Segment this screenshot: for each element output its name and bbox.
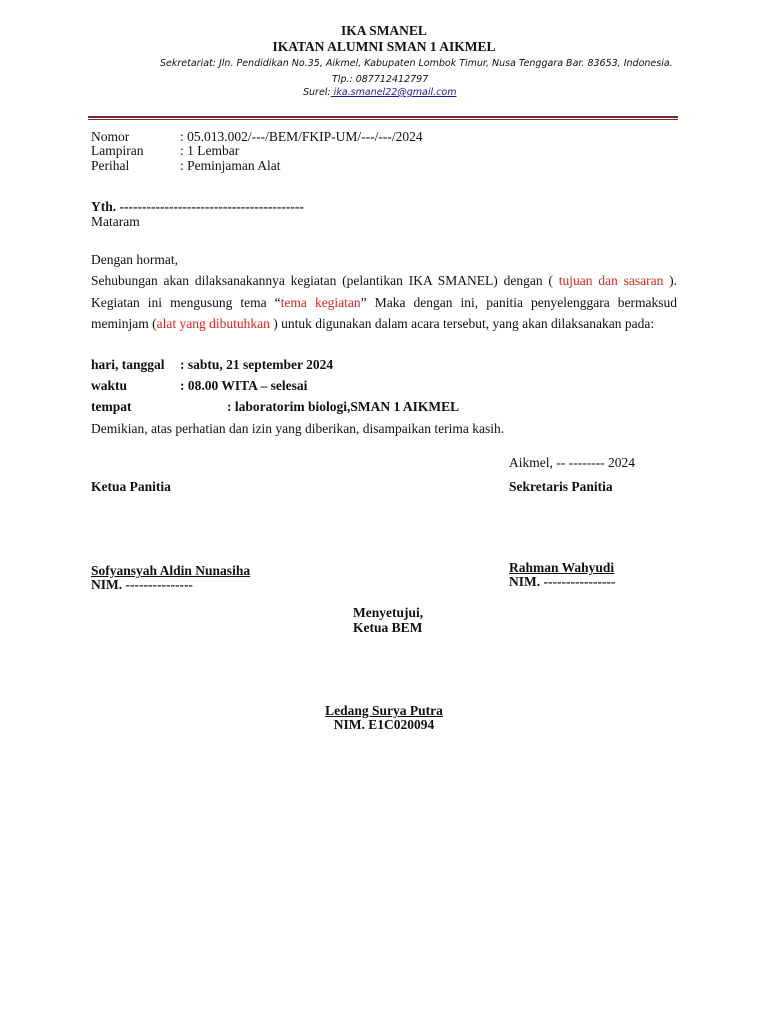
email-link[interactable]: ika.smanel22@gmail.com (330, 87, 457, 98)
placeholder-equipment: alat yang dibutuhkan (156, 316, 270, 331)
org-short-name: IKA SMANEL (341, 23, 427, 38)
detail-place-key: tempat (91, 399, 132, 414)
email-line (303, 87, 456, 98)
left-signer-nim: NIM. --------------- (91, 577, 193, 592)
recipient-city: Mataram (91, 214, 140, 229)
closing-sentence: Demikian, atas perhatian dan izin yang diberikan, disampaikan terima kasih. (91, 421, 505, 436)
body-text: Sehubungan akan dilaksanakannya kegiatan (pelantikan IKA SMANEL) dengan ( (91, 273, 559, 288)
meta-value: : Peminjaman Alat (180, 158, 281, 173)
right-signer-nim: NIM. ---------------- (509, 574, 616, 589)
greeting: Dengan hormat, (91, 252, 178, 267)
meta-key: Lampiran (91, 143, 144, 158)
recipient-yth: Yth. ----------------------------------------- (91, 199, 304, 214)
org-full-name: IKATAN ALUMNI SMAN 1 AIKMEL (272, 39, 496, 54)
detail-date-key: hari, tanggal (91, 357, 165, 372)
left-signer-name: Sofyansyah Aldin Nunasiha (91, 563, 251, 578)
placeholder-purpose: tujuan dan sasaran (558, 273, 664, 288)
email-label: Surel: (303, 87, 331, 98)
detail-date-value: : sabtu, 21 september 2024 (180, 357, 334, 372)
place-date: Aikmel, -- -------- 2024 (509, 455, 635, 470)
header-divider (88, 116, 678, 118)
body-text: ) untuk digunakan dalam acara tersebut, yang akan dilaksanakan pada: (269, 316, 655, 331)
meta-row-lampiran (91, 143, 491, 158)
header-divider-thin (88, 119, 678, 120)
meta-value: : 1 Lembar (180, 143, 240, 158)
bem-chair-name: Ledang Surya Putra (325, 703, 443, 718)
body-text: ). Kegiatan ini mengusung tema “ (91, 273, 678, 310)
left-signer-role: Ketua Panitia (91, 479, 171, 494)
body-paragraph (91, 270, 677, 335)
address-line: Sekretariat: Jln. Pendidikan No.35, Aikmel, Kabupaten Lombok Timur, Nusa Tenggara Bar. 83653, Indonesia. (160, 58, 673, 69)
bem-chair-nim: NIM. E1C020094 (333, 717, 435, 732)
meta-key: Nomor (91, 129, 130, 144)
right-signer-name: Rahman Wahyudi (509, 560, 615, 575)
detail-place-value: : laboratorim biologi,SMAN 1 AIKMEL (227, 399, 460, 414)
meta-row-perihal (91, 158, 491, 173)
meta-key: Perihal (91, 158, 130, 173)
phone-line: Tlp.: 087712412797 (332, 74, 429, 85)
approval-label: Menyetujui, (353, 605, 424, 620)
body-text: ” Maka dengan ini, panitia penyelenggara bermaksud meminjam ( (91, 294, 677, 331)
placeholder-theme: tema kegiatan (280, 294, 361, 310)
right-signer-role: Sekretaris Panitia (509, 479, 613, 494)
detail-time-value: : 08.00 WITA – selesai (180, 378, 308, 393)
meta-value: : 05.013.002/---/BEM/FKIP-UM/---/---/2024 (180, 129, 423, 144)
meta-row-nomor (91, 129, 491, 144)
detail-time-key: waktu (91, 378, 128, 393)
approval-role: Ketua BEM (353, 620, 423, 635)
